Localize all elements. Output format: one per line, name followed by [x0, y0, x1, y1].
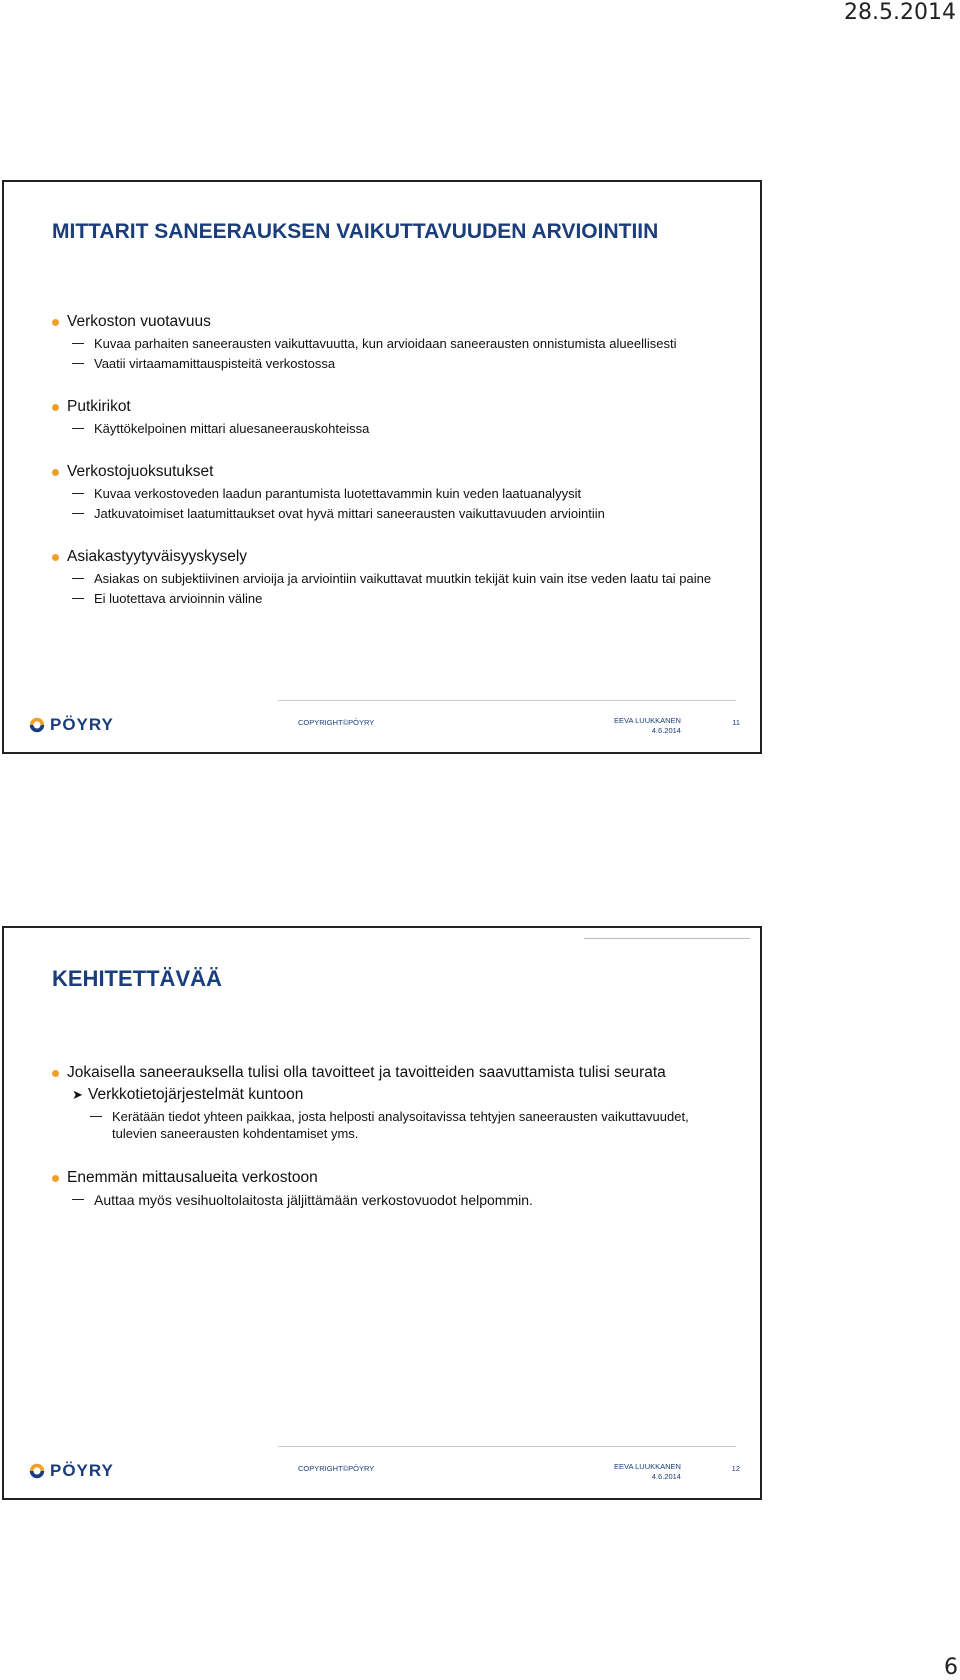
bullet-item: [52, 1063, 730, 1083]
copyright-text: COPYRIGHT©PÖYRY: [298, 718, 375, 727]
sub-bullet-item: [52, 420, 730, 437]
arrow-bullet-text: Verkkotietojärjestelmät kuntoon: [88, 1086, 304, 1103]
sub-bullet-text: Kuvaa verkostoveden laadun parantumista luotettavammin kuin veden laatuanalyysit: [94, 486, 582, 501]
sub-bullet-text: Ei luotettava arvioinnin väline: [94, 591, 263, 606]
copyright-text: COPYRIGHT©PÖYRY: [298, 1464, 375, 1473]
slide-number: 12: [731, 1464, 740, 1473]
bullet-item: [52, 312, 730, 332]
arrow-icon: ➤: [72, 1087, 83, 1102]
slide-content: [52, 312, 730, 607]
author-name: EEVA LUUKKANEN: [614, 1462, 681, 1471]
sub-bullet-item: [52, 335, 730, 352]
dash-icon: [72, 493, 84, 494]
bullet-label: Putkirikot: [67, 398, 131, 415]
bullet-dot-icon: [52, 554, 59, 561]
sub-bullet-text: Auttaa myös vesihuoltolaitosta jäljittämään verkostovuodot helpommin.: [94, 1192, 533, 1208]
logo-text: PÖYRY: [50, 1461, 114, 1480]
bullet-label: Verkostojuoksutukset: [67, 463, 214, 480]
slide-footer: [28, 714, 740, 740]
dash-icon: [72, 513, 84, 514]
page-number: 6: [944, 1655, 958, 1680]
bullet-label: Enemmän mittausalueita verkostoon: [67, 1169, 318, 1186]
dash-icon: [72, 428, 84, 429]
slide-11: [2, 180, 762, 754]
dash-icon: [72, 1199, 84, 1200]
bullet-dot-icon: [52, 404, 59, 411]
sub-bullet-text: Asiakas on subjektiivinen arvioija ja arviointiin vaikuttavat muutkin tekijät kuin vain itse veden laatu tai paine: [94, 571, 712, 586]
dash-icon: [90, 1116, 102, 1117]
bullet-dot-icon: [52, 1175, 59, 1182]
sub-bullet-text: Kuvaa parhaiten saneerausten vaikuttavuutta, kun arvioidaan saneerausten onnistumista alueellisesti: [94, 336, 677, 351]
slide-12: [2, 926, 762, 1500]
dash-icon: [72, 578, 84, 579]
page-date: 28.5.2014: [844, 0, 956, 25]
sub-bullet-item: [52, 1108, 730, 1142]
sub-bullet-text: Jatkuvatoimiset laatumittaukset ovat hyvä mittari saneerausten vaikuttavuuden arviointiin: [94, 506, 605, 521]
bullet-dot-icon: [52, 469, 59, 476]
slide-number: 11: [732, 718, 740, 727]
sub-bullet-item: [52, 590, 730, 607]
sub-bullet-text: Kerätään tiedot yhteen paikkaa, josta helposti analysoitavissa tehtyjen saneerausten vaikuttavuudet, tulevien saneerausten kohdentamiset yms.: [112, 1109, 689, 1141]
bullet-label: Jokaisella saneerauksella tulisi olla tavoitteet ja tavoitteiden saavuttamista tulisi seurata: [67, 1064, 666, 1081]
slide-title: MITTARIT SANEERAUKSEN VAIKUTTAVUUDEN ARVIOINTIIN: [52, 220, 659, 243]
author-name: EEVA LUUKKANEN: [614, 716, 681, 725]
footer-date: 4.6.2014: [651, 1472, 681, 1481]
poyry-logo: [28, 714, 114, 736]
footer-date: 4.6.2014: [651, 726, 681, 735]
poyry-logo-icon: [28, 716, 46, 734]
slide-footer: [28, 1460, 740, 1486]
footer-divider: [278, 700, 736, 701]
bullet-dot-icon: [52, 1070, 59, 1077]
top-divider: [584, 938, 750, 939]
sub-bullet-text: Käyttökelpoinen mittari aluesaneerauskohteissa: [94, 421, 370, 436]
logo-text: PÖYRY: [50, 715, 114, 734]
dash-icon: [72, 598, 84, 599]
bullet-label: Asiakastyytyväisyyskysely: [67, 548, 248, 565]
footer-divider: [278, 1446, 736, 1447]
sub-bullet-item: [52, 1191, 730, 1209]
sub-bullet-item: [52, 505, 730, 522]
bullet-item: [52, 1168, 730, 1188]
dash-icon: [72, 363, 84, 364]
author-block: [614, 716, 681, 736]
bullet-dot-icon: [52, 319, 59, 326]
sub-bullet-item: [52, 355, 730, 372]
arrow-bullet-item: [52, 1085, 730, 1105]
slide-content: [52, 1063, 730, 1209]
bullet-item: [52, 547, 730, 567]
slide-title: KEHITETTÄVÄÄ: [52, 966, 222, 991]
sub-bullet-text: Vaatii virtaamamittauspisteitä verkostossa: [94, 356, 336, 371]
bullet-label: Verkoston vuotavuus: [67, 313, 211, 330]
bullet-item: [52, 462, 730, 482]
author-block: [614, 1462, 681, 1482]
bullet-item: [52, 397, 730, 417]
sub-bullet-item: [52, 485, 730, 502]
dash-icon: [72, 343, 84, 344]
poyry-logo-icon: [28, 1462, 46, 1480]
poyry-logo: [28, 1460, 114, 1482]
sub-bullet-item: [52, 570, 730, 587]
